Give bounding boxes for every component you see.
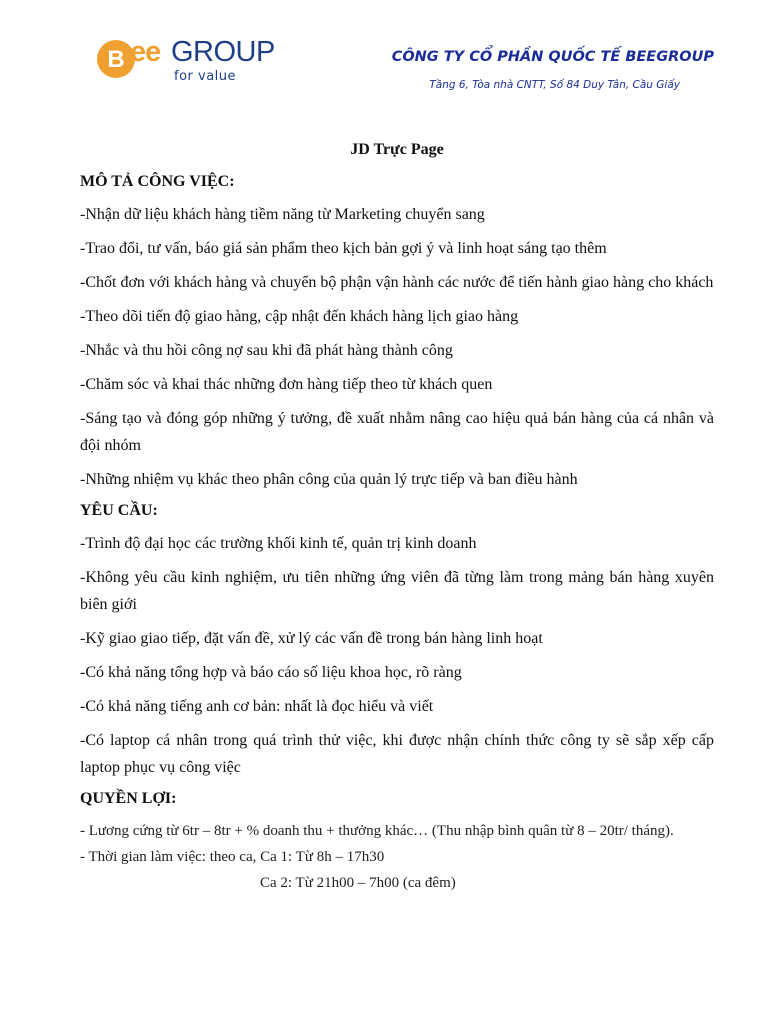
benefit-item: - Thời gian làm việc: theo ca, Ca 1: Từ 8h – 17h30 bbox=[80, 849, 385, 865]
document-body bbox=[80, 139, 714, 896]
requirement-item: -Có khả năng tiếng anh cơ bản: nhất là đọc hiểu và viết bbox=[80, 698, 434, 715]
job-description-item: -Trao đổi, tư vấn, báo giá sản phẩm theo kịch bản gợi ý và linh hoạt sáng tạo thêm bbox=[80, 240, 607, 257]
job-description-item: -Chốt đơn với khách hàng và chuyển bộ phận vận hành các nước để tiến hành giao hàng cho khách bbox=[80, 274, 714, 291]
beegroup-logo bbox=[96, 36, 276, 90]
logo-tagline: for value bbox=[174, 69, 237, 84]
logo-mark-letter: B bbox=[107, 46, 125, 73]
job-description-heading: MÔ TẢ CÔNG VIỆC: bbox=[80, 173, 235, 190]
page-header bbox=[0, 0, 768, 110]
document-title: JD Trực Page bbox=[350, 141, 444, 158]
benefit-item: Ca 2: Từ 21h00 – 7h00 (ca đêm) bbox=[260, 875, 456, 891]
logo-group-text: GROUP bbox=[171, 36, 275, 68]
company-address: Tầng 6, Tòa nhà CNTT, Số 84 Duy Tân, Cầu Giấy bbox=[429, 79, 680, 91]
requirement-item: -Kỹ giao giao tiếp, đặt vấn đề, xử lý các vấn đề trong bán hàng linh hoạt bbox=[80, 630, 543, 647]
job-description-item: -Nhận dữ liệu khách hàng tiềm năng từ Marketing chuyển sang bbox=[80, 206, 485, 223]
requirement-item: -Có laptop cá nhân trong quá trình thử việc, khi được nhận chính thức công ty sẽ sắp xếp cấp laptop phục vụ công việc bbox=[80, 732, 714, 776]
requirements-heading: YÊU CẦU: bbox=[80, 502, 158, 519]
requirement-item: -Trình độ đại học các trường khối kinh tế, quản trị kinh doanh bbox=[80, 535, 477, 552]
job-description-item: -Những nhiệm vụ khác theo phân công của quản lý trực tiếp và ban điều hành bbox=[80, 471, 578, 488]
company-name: CÔNG TY CỔ PHẦN QUỐC TẾ BEEGROUP bbox=[391, 49, 714, 65]
job-description-item: -Nhắc và thu hồi công nợ sau khi đã phát hàng thành công bbox=[80, 342, 453, 359]
benefit-item: - Lương cứng từ 6tr – 8tr + % doanh thu + thưởng khác… (Thu nhập bình quân từ 8 – 20tr/ tháng). bbox=[80, 823, 674, 839]
benefits-heading: QUYỀN LỢI: bbox=[80, 790, 177, 807]
logo-ee-text: ee bbox=[130, 36, 161, 68]
requirement-item: -Không yêu cầu kinh nghiệm, ưu tiên những ứng viên đã từng làm trong mảng bán hàng xuyên biên giới bbox=[80, 569, 714, 613]
job-description-item: -Theo dõi tiến độ giao hàng, cập nhật đến khách hàng lịch giao hàng bbox=[80, 308, 519, 325]
requirement-item: -Có khả năng tổng hợp và báo cáo số liệu khoa học, rõ ràng bbox=[80, 664, 462, 681]
job-description-item: -Chăm sóc và khai thác những đơn hàng tiếp theo từ khách quen bbox=[80, 376, 493, 393]
job-description-item: -Sáng tạo và đóng góp những ý tưởng, đề xuất nhằm nâng cao hiệu quả bán hàng của cá nhân và đội nhóm bbox=[80, 410, 714, 454]
